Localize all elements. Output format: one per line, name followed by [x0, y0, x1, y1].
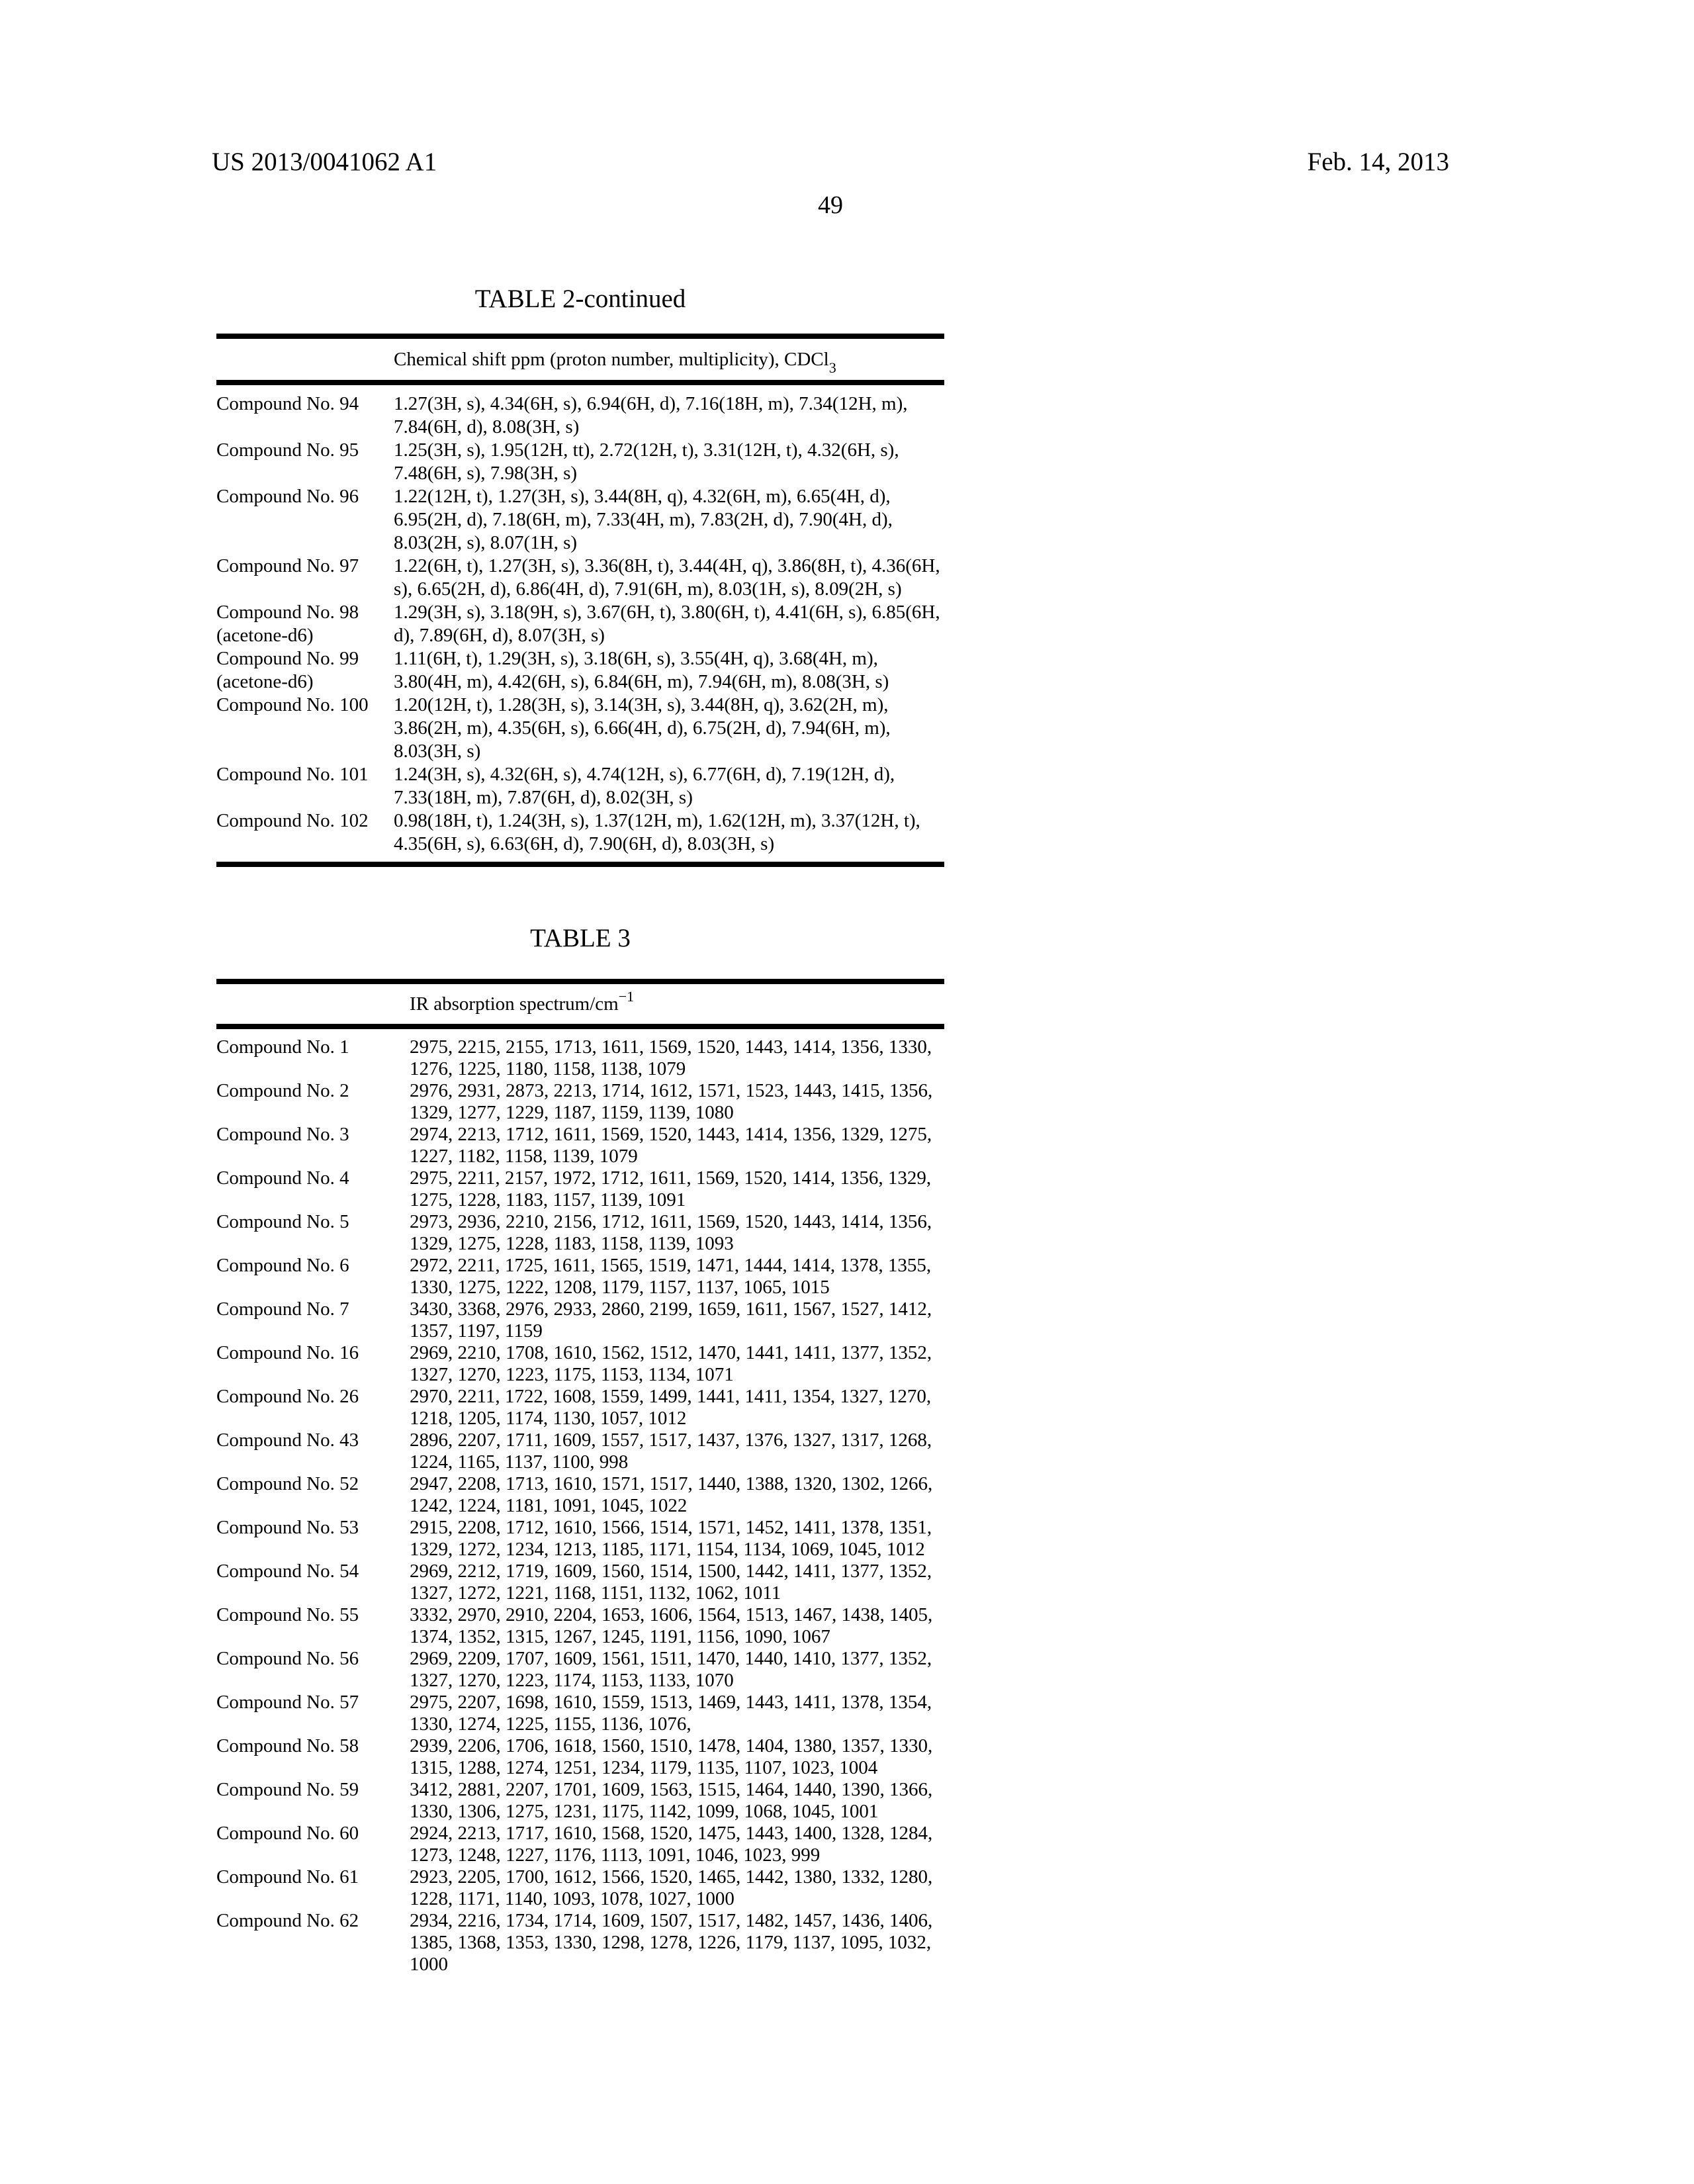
- compound-label: Compound No. 60: [216, 1823, 359, 1844]
- table-row: [216, 809, 944, 856]
- compound-sublabel: (acetone-d6): [216, 625, 314, 646]
- compound-label-cell: [216, 1124, 410, 1146]
- table-row: [216, 647, 944, 694]
- table-2-rule-mid: [216, 380, 944, 385]
- ir-absorption-value: 2970, 2211, 1722, 1608, 1559, 1499, 1441, 1411, 1354, 1327, 1270, 1218, 1205, 1174, 1130, 1057, 1012: [410, 1386, 932, 1429]
- compound-label: Compound No. 100: [216, 694, 369, 715]
- table-row: [216, 1080, 944, 1124]
- compound-label-cell: [216, 1167, 410, 1189]
- compound-label-cell: [216, 1386, 410, 1408]
- ir-absorption-value: 3332, 2970, 2910, 2204, 1653, 1606, 1564, 1513, 1467, 1438, 1405, 1374, 1352, 1315, 1267, 1245, 1191, 1156, 1090, 1067: [410, 1604, 933, 1647]
- ir-absorption-value: 3430, 3368, 2976, 2933, 2860, 2199, 1659, 1611, 1567, 1527, 1412, 1357, 1197, 1159: [410, 1298, 932, 1342]
- ir-absorption-value: 2972, 2211, 1725, 1611, 1565, 1519, 1471, 1444, 1414, 1378, 1355, 1330, 1275, 1222, 1208, 1179, 1157, 1137, 1065, 1015: [410, 1255, 932, 1298]
- compound-label-cell: [216, 439, 394, 462]
- table-row: [216, 1823, 944, 1866]
- compound-label-cell: [216, 1735, 410, 1757]
- compound-label-cell: [216, 694, 394, 717]
- compound-label-cell: [216, 1211, 410, 1233]
- compound-label-cell: [216, 809, 394, 833]
- compound-label: Compound No. 16: [216, 1342, 359, 1363]
- table-3-column-header: [216, 984, 944, 1024]
- table-row: [216, 1692, 944, 1735]
- table-2-rule-bottom: [216, 862, 944, 867]
- compound-label-cell: [216, 1561, 410, 1582]
- ir-absorption-value: 2973, 2936, 2210, 2156, 1712, 1611, 1569, 1520, 1443, 1414, 1356, 1329, 1275, 1228, 1183, 1158, 1139, 1093: [410, 1211, 932, 1254]
- table-row: [216, 1604, 944, 1648]
- chemical-shift-value: 0.98(18H, t), 1.24(3H, s), 1.37(12H, m), 1.62(12H, m), 3.37(12H, t), 4.35(6H, s), 6.63(6H, d), 7.90(6H, d), 8.03(3H, s): [394, 810, 920, 854]
- table-row: [216, 1386, 944, 1430]
- compound-label: Compound No. 101: [216, 764, 369, 785]
- compound-sublabel: (acetone-d6): [216, 671, 314, 692]
- table-3-rule-top: [216, 979, 944, 984]
- compound-label-cell: [216, 1779, 410, 1801]
- compound-label: Compound No. 99: [216, 648, 359, 669]
- ir-absorption-value: 2915, 2208, 1712, 1610, 1566, 1514, 1571, 1452, 1411, 1378, 1351, 1329, 1272, 1234, 1213, 1185, 1171, 1154, 1134, 1069, 1045, 1012: [410, 1517, 932, 1560]
- compound-label: Compound No. 59: [216, 1779, 359, 1800]
- ir-absorption-value: 2969, 2212, 1719, 1609, 1560, 1514, 1500, 1442, 1411, 1377, 1352, 1327, 1272, 1221, 1168, 1151, 1132, 1062, 1011: [410, 1561, 932, 1604]
- compound-label: Compound No. 6: [216, 1255, 349, 1276]
- compound-label-cell: [216, 1080, 410, 1102]
- compound-label: Compound No. 97: [216, 555, 359, 576]
- compound-label-cell: [216, 1517, 410, 1539]
- compound-label-cell: [216, 601, 394, 647]
- chemical-shift-value: 1.29(3H, s), 3.18(9H, s), 3.67(6H, t), 3.80(6H, t), 4.41(6H, s), 6.85(6H, d), 7.89(6H, d), 8.07(3H, s): [394, 602, 940, 646]
- compound-label-cell: [216, 1648, 410, 1670]
- compound-label: Compound No. 55: [216, 1604, 359, 1625]
- compound-label-cell: [216, 1036, 410, 1058]
- ir-absorption-value: 2975, 2211, 2157, 1972, 1712, 1611, 1569, 1520, 1414, 1356, 1329, 1275, 1228, 1183, 1157, 1139, 1091: [410, 1167, 932, 1210]
- compound-label-cell: [216, 1298, 410, 1320]
- compound-label-cell: [216, 1866, 410, 1888]
- table-3-column-header-text: IR absorption spectrum/cm: [410, 993, 619, 1015]
- compound-label: Compound No. 26: [216, 1386, 359, 1407]
- compound-label-cell: [216, 555, 394, 578]
- compound-label: Compound No. 7: [216, 1298, 349, 1320]
- compound-label: Compound No. 96: [216, 486, 359, 507]
- table-2-body: [216, 385, 944, 862]
- ir-absorption-value: 2939, 2206, 1706, 1618, 1560, 1510, 1478, 1404, 1380, 1357, 1330, 1315, 1288, 1274, 1251, 1234, 1179, 1135, 1107, 1023, 1004: [410, 1735, 933, 1778]
- table-row: [216, 1473, 944, 1517]
- table-row: [216, 555, 944, 601]
- compound-label: Compound No. 43: [216, 1430, 359, 1451]
- table-3-rule-mid: [216, 1024, 944, 1029]
- ir-absorption-value: 3412, 2881, 2207, 1701, 1609, 1563, 1515, 1464, 1440, 1390, 1366, 1330, 1306, 1275, 1231, 1175, 1142, 1099, 1068, 1045, 1001: [410, 1779, 933, 1822]
- table-3-body: [216, 1029, 944, 1981]
- ir-absorption-value: 2969, 2209, 1707, 1609, 1561, 1511, 1470, 1440, 1410, 1377, 1352, 1327, 1270, 1223, 1174, 1153, 1133, 1070: [410, 1648, 932, 1691]
- compound-label: Compound No. 62: [216, 1910, 359, 1931]
- compound-label: Compound No. 98: [216, 602, 359, 623]
- table-2-column-header-subscript: 3: [828, 359, 836, 376]
- compound-label: Compound No. 52: [216, 1473, 359, 1494]
- chemical-shift-value: 1.22(6H, t), 1.27(3H, s), 3.36(8H, t), 3.44(4H, q), 3.86(8H, t), 4.36(6H, s), 6.65(2H, d), 6.86(4H, d), 7.91(6H, m), 8.03(1H, s), 8.09(2H, s): [394, 555, 940, 600]
- ir-absorption-value: 2923, 2205, 1700, 1612, 1566, 1520, 1465, 1442, 1380, 1332, 1280, 1228, 1171, 1140, 1093, 1078, 1027, 1000: [410, 1866, 933, 1909]
- compound-label-cell: [216, 392, 394, 416]
- compound-label-cell: [216, 1604, 410, 1626]
- chemical-shift-value: 1.24(3H, s), 4.32(6H, s), 4.74(12H, s), 6.77(6H, d), 7.19(12H, d), 7.33(18H, m), 7.87(6H, d), 8.02(3H, s): [394, 764, 895, 808]
- ir-absorption-value: 2976, 2931, 2873, 2213, 1714, 1612, 1571, 1523, 1443, 1415, 1356, 1329, 1277, 1229, 1187, 1159, 1139, 1080: [410, 1080, 933, 1123]
- table-row: [216, 1167, 944, 1211]
- compound-label: Compound No. 56: [216, 1648, 359, 1669]
- table-row: [216, 1735, 944, 1779]
- compound-label: Compound No. 5: [216, 1211, 349, 1232]
- compound-label: Compound No. 57: [216, 1692, 359, 1713]
- compound-label: Compound No. 102: [216, 810, 369, 831]
- compound-label-cell: [216, 1255, 410, 1277]
- table-row: [216, 1779, 944, 1823]
- ir-absorption-value: 2975, 2215, 2155, 1713, 1611, 1569, 1520, 1443, 1414, 1356, 1330, 1276, 1225, 1180, 1158, 1138, 1079: [410, 1036, 932, 1079]
- table-3: [216, 923, 944, 1981]
- compound-label: Compound No. 1: [216, 1036, 349, 1058]
- compound-label: Compound No. 54: [216, 1561, 359, 1582]
- compound-label-cell: [216, 1823, 410, 1844]
- publication-number: US 2013/0041062 A1: [212, 148, 437, 176]
- compound-label-cell: [216, 485, 394, 508]
- compound-label-cell: [216, 647, 394, 694]
- ir-absorption-value: 2969, 2210, 1708, 1610, 1562, 1512, 1470, 1441, 1411, 1377, 1352, 1327, 1270, 1223, 1175, 1153, 1134, 1071: [410, 1342, 932, 1385]
- ir-absorption-value: 2974, 2213, 1712, 1611, 1569, 1520, 1443, 1414, 1356, 1329, 1275, 1227, 1182, 1158, 1139, 1079: [410, 1124, 932, 1167]
- compound-label: Compound No. 61: [216, 1866, 359, 1888]
- table-row: [216, 1298, 944, 1342]
- table-row: [216, 1648, 944, 1692]
- compound-label: Compound No. 95: [216, 439, 359, 461]
- table-row: [216, 1342, 944, 1386]
- table-row: [216, 1255, 944, 1298]
- table-3-title: TABLE 3: [530, 924, 631, 952]
- compound-label: Compound No. 4: [216, 1167, 349, 1189]
- chemical-shift-value: 1.20(12H, t), 1.28(3H, s), 3.14(3H, s), 3.44(8H, q), 3.62(2H, m), 3.86(2H, m), 4.35(6H, s), 6.66(4H, d), 6.75(2H, d), 7.94(6H, m), 8.03(3H, s): [394, 694, 891, 762]
- page-number: 49: [818, 191, 843, 219]
- compound-label: Compound No. 3: [216, 1124, 349, 1145]
- table-row: [216, 1430, 944, 1473]
- table-row: [216, 485, 944, 555]
- compound-label-cell: [216, 1692, 410, 1713]
- compound-label-cell: [216, 763, 394, 786]
- compound-label: Compound No. 53: [216, 1517, 359, 1538]
- table-3-column-header-superscript: −1: [618, 988, 635, 1005]
- table-row: [216, 1036, 944, 1080]
- compound-label-cell: [216, 1342, 410, 1364]
- compound-label: Compound No. 2: [216, 1080, 349, 1101]
- ir-absorption-value: 2934, 2216, 1734, 1714, 1609, 1507, 1517, 1482, 1457, 1436, 1406, 1385, 1368, 1353, 1330, 1298, 1278, 1226, 1179, 1137, 1095, 1032, 1000: [410, 1910, 933, 1975]
- table-2-title: TABLE 2-continued: [474, 285, 686, 313]
- table-row: [216, 439, 944, 485]
- chemical-shift-value: 1.22(12H, t), 1.27(3H, s), 3.44(8H, q), 4.32(6H, m), 6.65(4H, d), 6.95(2H, d), 7.18(6H, m), 7.33(4H, m), 7.83(2H, d), 7.90(4H, d), 8.03(2H, s), 8.07(1H, s): [394, 486, 893, 553]
- table-2-rule-top: [216, 334, 944, 339]
- compound-label-cell: [216, 1430, 410, 1451]
- table-row: [216, 1517, 944, 1561]
- compound-label: Compound No. 94: [216, 393, 359, 414]
- chemical-shift-value: 1.11(6H, t), 1.29(3H, s), 3.18(6H, s), 3.55(4H, q), 3.68(4H, m), 3.80(4H, m), 4.42(6H, s), 6.84(6H, m), 7.94(6H, m), 8.08(3H, s): [394, 648, 889, 692]
- page-header: [212, 147, 1449, 177]
- table-2-column-header-text: Chemical shift ppm (proton number, multiplicity), CDCl: [394, 349, 829, 370]
- table-row: [216, 1124, 944, 1167]
- table-2-column-header: [216, 339, 944, 380]
- chemical-shift-value: 1.27(3H, s), 4.34(6H, s), 6.94(6H, d), 7.16(18H, m), 7.34(12H, m), 7.84(6H, d), 8.08(3H, s): [394, 393, 908, 437]
- table-row: [216, 1561, 944, 1604]
- ir-absorption-value: 2924, 2213, 1717, 1610, 1568, 1520, 1475, 1443, 1400, 1328, 1284, 1273, 1248, 1227, 1176, 1113, 1091, 1046, 1023, 999: [410, 1823, 933, 1866]
- compound-label-cell: [216, 1910, 410, 1932]
- table-row: [216, 392, 944, 439]
- ir-absorption-value: 2947, 2208, 1713, 1610, 1571, 1517, 1440, 1388, 1320, 1302, 1266, 1242, 1224, 1181, 1091, 1045, 1022: [410, 1473, 933, 1516]
- table-row: [216, 1866, 944, 1910]
- publication-date: Feb. 14, 2013: [1307, 148, 1449, 176]
- table-row: [216, 601, 944, 647]
- ir-absorption-value: 2896, 2207, 1711, 1609, 1557, 1517, 1437, 1376, 1327, 1317, 1268, 1224, 1165, 1137, 1100, 998: [410, 1430, 932, 1473]
- table-row: [216, 763, 944, 809]
- chemical-shift-value: 1.25(3H, s), 1.95(12H, tt), 2.72(12H, t), 3.31(12H, t), 4.32(6H, s), 7.48(6H, s), 7.98(3H, s): [394, 439, 899, 484]
- ir-absorption-value: 2975, 2207, 1698, 1610, 1559, 1513, 1469, 1443, 1411, 1378, 1354, 1330, 1274, 1225, 1155, 1136, 1076,: [410, 1692, 932, 1735]
- compound-label: Compound No. 58: [216, 1735, 359, 1756]
- table-row: [216, 1910, 944, 1976]
- table-2-continued: [216, 284, 944, 867]
- table-row: [216, 694, 944, 763]
- compound-label-cell: [216, 1473, 410, 1495]
- table-row: [216, 1211, 944, 1255]
